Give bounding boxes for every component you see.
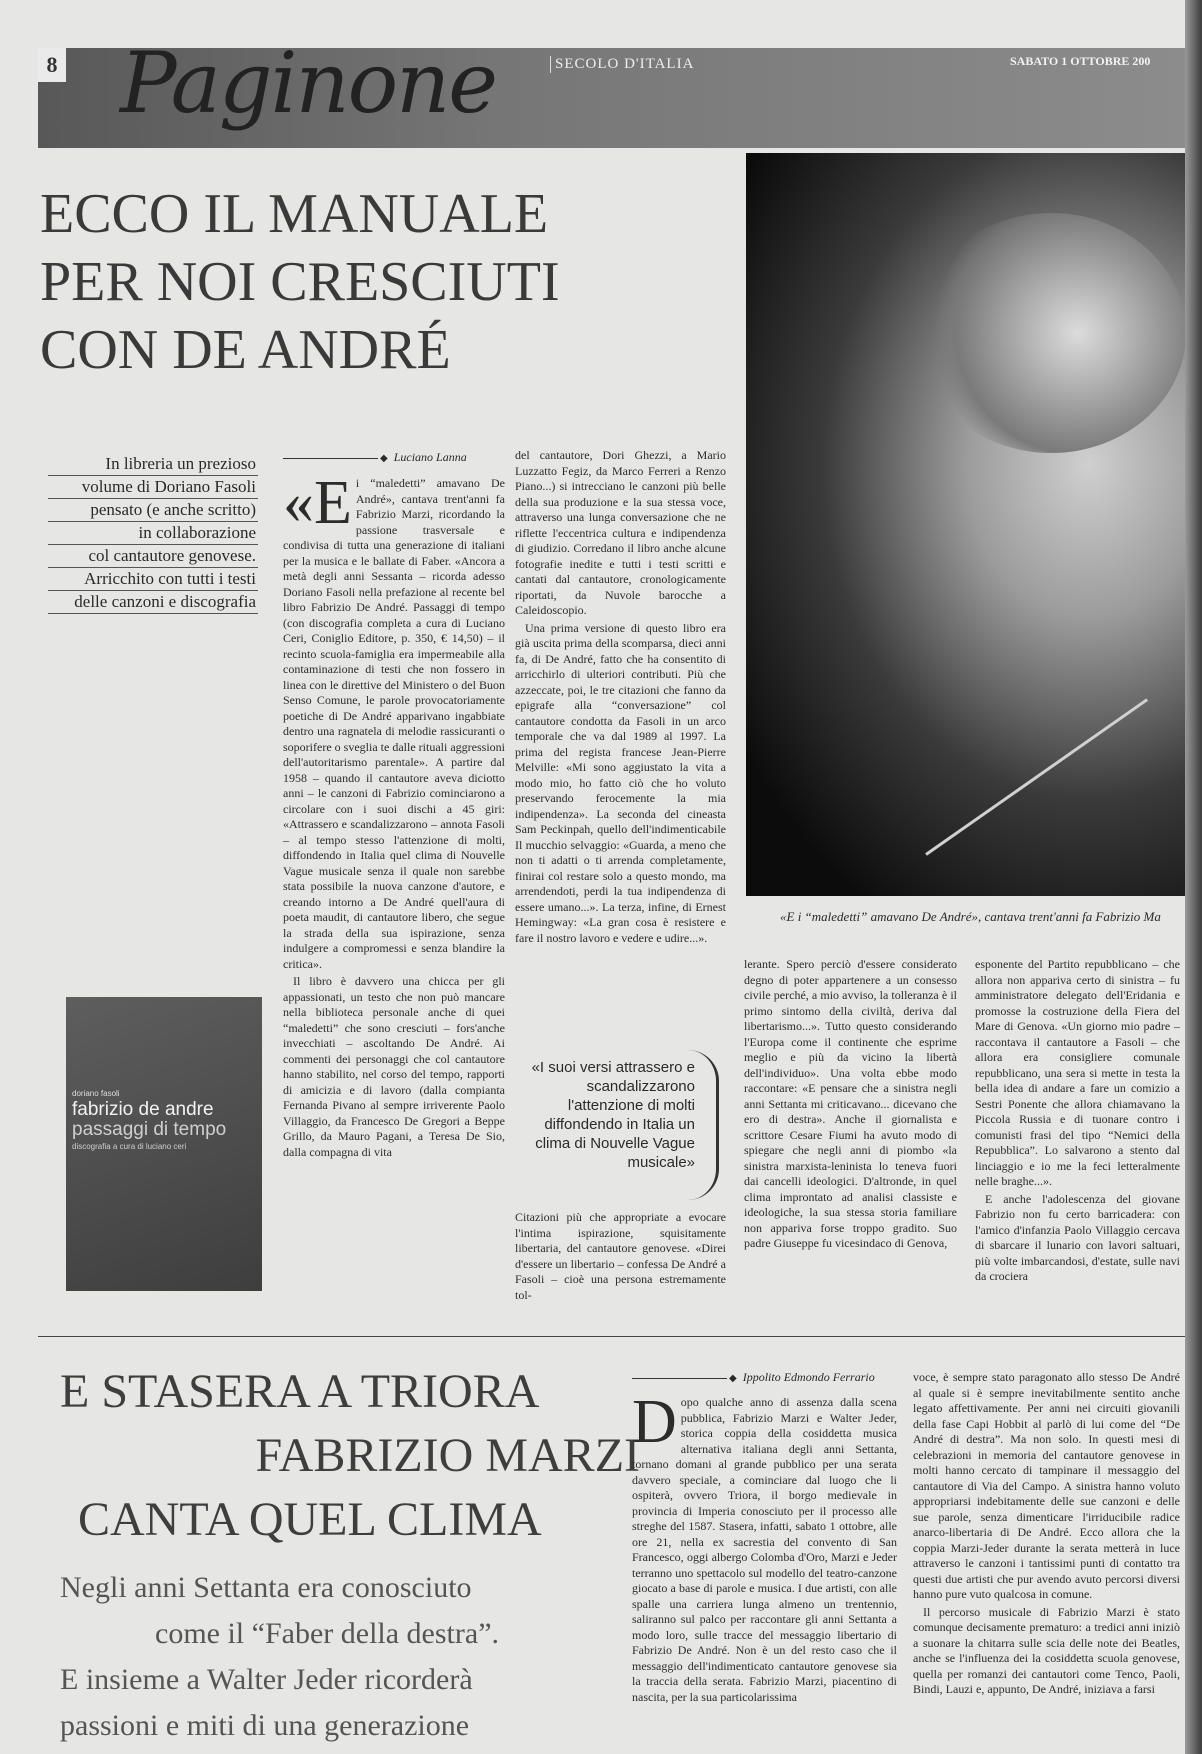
paragraph: del cantautore, Dori Ghezzi, a Mario Luzzatto Fegiz, da Marco Ferreri a Renzo Piano...) si intrecciano le canzoni più belle della sua produzione e la sua stessa voce, attraverso una lunga conversazione che ne riflette l'eccentrica cultura e indipendenza di giudizio. Corredano il libro anche alcune fotografie inedite e tutti i testi scritti e cantati dal cantautore, cronologicamente riportati, da Nuvole barocche a Caleidoscopio. xyxy=(515,448,726,617)
section-divider xyxy=(38,1336,1185,1337)
article2-deck xyxy=(60,1565,620,1749)
deck-line: delle canzoni e discografia xyxy=(48,591,258,614)
paragraph: voce, è sempre stato paragonato allo stesso De André al quale si è sempre inevitabilmente sentito anche legato affettivamente. Per anni nei circuiti giovanili della fase Capi Hobbit al parlò di lui come del “De André di destra”. Ma non solo. In questi mesi di celebrazioni in memoria del cantautore genovese in molti hanno cercato di tampinare il messaggio del cantautore di Via del Campo. A sinistra hanno voluto appropriarsi indebitamente delle sue canzoni e delle sue parole, senza dimenticare l'irriducibile radice anarco-libertaria di De André. Ecco allora che la coppia Marzi-Jeder durante la serata metterà in luce attraverso le canzoni i tantissimi punti di contatto tra questi due artisti che pur avendo avuto percorsi diversi hanno pure vuto qualcosa in comune. xyxy=(913,1370,1180,1601)
paragraph: lerante. Spero perciò d'essere considerato degno di poter appartenere a un consesso civile perché, a mio avviso, la tolleranza è il primo sintomo della civiltà, deriva dal libertarismo...». Tutto questo considerando l'Europa come il continente che esprime meglio e più da vicino la libertà dell'individuo». Una volta ebbe modo raccontare: «E pensare che a sinistra negli anni Settanta mi criticavano... dicevano che ero di destra». Anche il giornalista e scrittore Cesare Fiumi ha avuto modo di spiegare che negli anni di piombo «la sinistra marxista-leninista lo teneva fuori dai cancelli ideologici. D'altronde, in quel clima improntato ad analisi classiste e ideologiche, la sua stessa storia familiare non appariva forse troppo gradito. Suo padre Giuseppe fu vicesindaco di Genova, xyxy=(744,957,957,1250)
article2-column-2 xyxy=(913,1370,1180,1700)
book-subtitle: passaggi di tempo xyxy=(72,1119,227,1140)
article1-column-2 xyxy=(515,448,726,948)
deck-line: Arricchito con tutti i testi xyxy=(48,568,258,591)
paragraph: Il percorso musicale di Fabrizio Marzi è stato comunque decisamente prematuro: a tredici anni iniziò a suonare la chitarra sulle scia delle note dei Beatles, anche se l'influenza dei la cosiddetta scuola genovese, quella per romanzi dei cantautori come Tenco, Paoli, Bindi, Lauzi e, appunto, De André, iniziava a farsi xyxy=(913,1604,1180,1696)
pull-quote: «I suoi versi attrassero e scandalizzarono l'attenzione di molti diffondendo in Italia un clima di Nouvelle Vague musicale» xyxy=(531,1059,695,1171)
section-label: Paginone xyxy=(120,34,496,132)
article1-column-1 xyxy=(283,469,505,1162)
photo-caption: «E i “maledetti” amavano De André», cantava trent'anni fa Fabrizio Ma xyxy=(780,909,1161,924)
deck-line: pensato (e anche scritto) xyxy=(48,499,258,522)
article2-column-1 xyxy=(632,1388,897,1707)
headline-line: ECCO IL MANUALE xyxy=(40,183,549,245)
headline-line: E STASERA A TRIORA xyxy=(60,1365,540,1418)
paragraph: Una prima versione di questo libro era già uscita prima della scomparsa, dieci anni fa, di De André, fatto che ha consentito di arricchirlo di ulteriori contributi. Più che azzeccate, poi, le tre citazioni che fanno da epigrafe alla “conversazione” col cantautore condotta da Fasoli in un arco temporale che va dal 1989 al 1997. La prima del regista francese Jean-Pierre Melville: «Mi sono aggiustato la vita a modo mio, ho fatto ciò che ho voluto preservando ferocemente la mia indipendenza». La seconda del cineasta Sam Peckinpah, quello dell'indimenticabile Il mucchio selvaggio: «Guarda, a meno che non ti adatti o ti arrenda completamente, finirai col restare solo a questo mondo, ma arrendendoti, perdi la tua indipendenza di essere umano...». La terza, infine, di Ernest Hemingway: «La gran cosa è resistere e fare il nostro lavoro e vedere e udire...». xyxy=(515,620,726,945)
book-author: doriano fasoli xyxy=(72,1089,120,1098)
article1-column-4 xyxy=(975,957,1180,1287)
deck-line: volume di Doriano Fasoli xyxy=(48,476,258,499)
paragraph: esponente del Partito repubblicano – che allora non appariva certo di sinistra – fu amministratore delegato dell'Eridania e promosse la costruzione della Fiera del Mare di Genova. «Un giorno mio padre – raccontava il cantautore a Fasoli – che allora era consigliere comunale repubblicano, una sera si mette in testa la bella idea di andare a fare un comizio a Sestri Ponente che allora chiamavano la Piccola Russia e di tuonare contro i comunisti frasi del tipo “Nemici della Repubblica”. Lo salvarono a stento dal linciaggio e io me la feci letteralmente nelle braghe...». xyxy=(975,957,1180,1188)
book-title: fabrizio de andre xyxy=(72,1099,214,1120)
deck-line: E insieme a Walter Jeder ricorderà xyxy=(60,1663,473,1696)
deck-line: passioni e miti di una generazione xyxy=(60,1709,470,1742)
paragraph: E anche l'adolescenza del giovane Fabrizio non fu certo barricadera: con l'amico d'infanzia Paolo Villaggio cercava di sbarcare il lunario con lavori saltuari, più volte imbarcandosi, d'estate, sulle navi da crociera xyxy=(975,1191,1180,1283)
dropcap: D xyxy=(632,1388,677,1456)
headline-line: CANTA QUEL CLIMA xyxy=(78,1493,542,1546)
issue-date: SABATO 1 OTTOBRE 200 xyxy=(1010,54,1151,68)
deck-line: Negli anni Settanta era conosciuto xyxy=(60,1571,472,1604)
paragraph: i “maledetti” amavano De André», cantava trent'anni fa Fabrizio Marzi, ricordando la passione trasversale e condivisa di tutta una generazione di italiani per la musica e le ballate di Faber. «Ancora a metà degli anni Sessanta – ricorda adesso Doriano Fasoli nella prefazione al recente bel libro Fabrizio De André. Passaggi di tempo (con discografia completa a cura di Luciano Ceri, Coniglio Editore, p. 350, € 14,50) – il recinto scuola-famiglia era impermeabile alla contaminazione di testi che non fossero in linea con le direttive del Ministero o del Buon Senso Comune, le parole provocatoriamente poetiche di De André apparivano ingabbiate dentro una ragnatela di melodie rassicuranti o soporifere o sveglia te dalle rituali aggressioni dell'autoritarismo parentale». A partire dal 1958 – quando il cantautore aveva diciotto anni – le canzoni di Fabrizio cominciarono a circolare con i suoi dischi a 45 giri: «Attrassero e scandalizzarono – annota Fasoli – al tempo stesso l'attenzione di molti, diffondendo in Italia quel clima di Nouvelle Vague musicale senza il quale non sarebbe stata possibile la nuova canzone d'autore, e creando intorno a De André quell'aura di poeta maudit, di cantautore libero, che segue la strada della sua ispirazione, senza indulgere a compromessi e senza blandire la critica». xyxy=(283,476,505,971)
headline-line: PER NOI CRESCIUTI xyxy=(40,251,560,313)
article1-photo xyxy=(746,153,1185,896)
deck-line: come il “Faber della destra”. xyxy=(155,1617,500,1650)
headline-line: FABRIZIO MARZI xyxy=(255,1429,640,1482)
article2-byline: ◆ Ippolito Edmondo Ferrario xyxy=(632,1370,875,1385)
deck-line: col cantautore genovese. xyxy=(48,545,258,568)
article1-column-2-continued xyxy=(515,1210,726,1305)
article1-byline: ◆ Luciano Lanna xyxy=(283,450,467,465)
paragraph: opo qualche anno di assenza dalla scena pubblica, Fabrizio Marzi e Walter Jeder, storica coppia della cosiddetta musica alternativa italiana degli anni Settanta, tornano domani al grande pubblico per una serata davvero speciale, a cominciare dal luogo che li ospiterà, ovvero Triora, il borgo medievale in provincia di Imperia conosciuto per il processo alle streghe del 1587. Stasera, infatti, sabato 1 ottobre, alle ore 21, nella ex sacrestia del convento di San Francesco, oggi albergo Colomba d'Oro, Marzi e Jeder terranno uno spettacolo sul modello del teatro-canzone giocato a base di parole e musica. I due artisti, con alle spalle una carriera lunga almeno un trentennio, saliranno sul palco per raccontare gli anni Settanta a modo loro, sulle tracce del messaggio libertario di Fabrizio De André. Non è un del resto caso che il messaggio dell'indimenticato cantautore genovese sia la traccia della serata. Fabrizio Marzi, piacentino di nascita, per la sua particolarissima xyxy=(632,1395,897,1704)
book-credit: discografia a cura di luciano ceri xyxy=(72,1142,187,1151)
article1-headline xyxy=(40,180,740,384)
pull-quote-bracket xyxy=(688,1050,719,1200)
deck-line: In libreria un prezioso xyxy=(48,453,258,476)
byline-author: Luciano Lanna xyxy=(393,450,467,464)
paragraph: Citazioni più che appropriate a evocare l'intima ispirazione, squisitamente libertaria, del cantautore genovese. «Direi d'essere un libertario – confessa De André a Fasoli – cioè una persona estremamente tol- xyxy=(515,1210,726,1302)
book-cover-image xyxy=(66,997,262,1291)
deck-line: in collaborazione xyxy=(48,522,258,545)
headline-line: CON DE ANDRÉ xyxy=(40,319,451,381)
byline-author: Ippolito Edmondo Ferrario xyxy=(742,1370,875,1384)
page-number: 8 xyxy=(38,48,66,82)
newspaper-name: SECOLO D'ITALIA xyxy=(550,56,694,73)
article1-column-3 xyxy=(744,957,957,1254)
photo-subject xyxy=(916,213,1185,453)
paragraph: Il libro è davvero una chicca per gli appassionati, un testo che non può mancare nella biblioteca personale anche di quei “maledetti” che sono cresciuti – fors'anche invecchiati – ascoltando De André. Ai commenti dei personaggi che col cantautore hanno stabilito, nel corso del tempo, rapporti di amicizia e di lavoro (dalla compianta Fernanda Pivano al sempre irriverente Paolo Villaggio, da Francesco De Gregori a Beppe Grillo, da Mauro Pagani, a Teresa De Sio, dalla compagna di vita xyxy=(283,974,505,1159)
page-binding-shadow xyxy=(1185,0,1202,1754)
article2-headline xyxy=(60,1360,640,1552)
article1-deck xyxy=(48,453,258,614)
photo-violin-bow xyxy=(925,698,1148,855)
dropcap: «E xyxy=(283,469,352,537)
